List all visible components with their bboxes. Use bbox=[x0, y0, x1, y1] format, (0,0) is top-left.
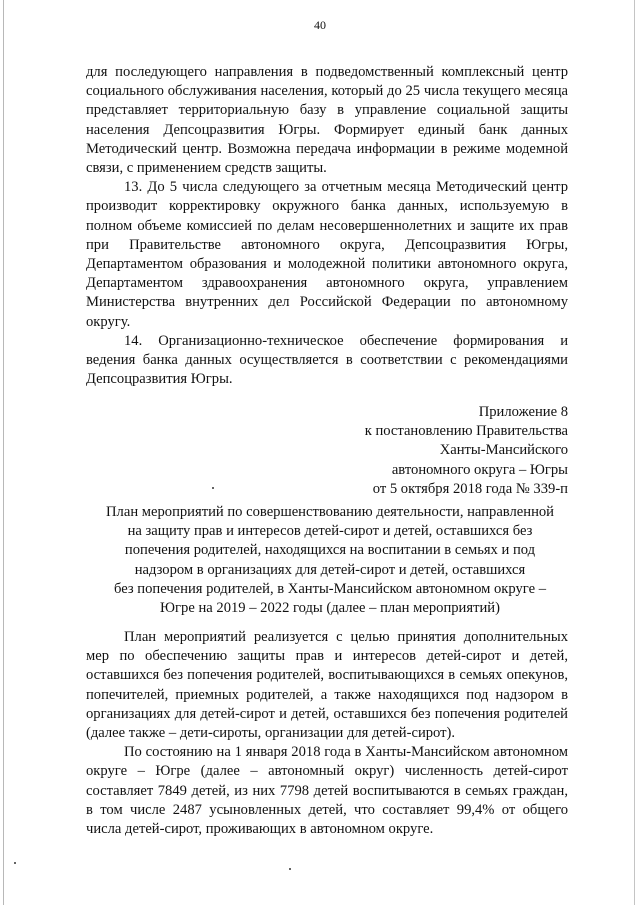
paragraph-item-13: 13. До 5 числа следующего за отчетным месяца Методический центр производит корректировку окружного банка данных, используемую в полном объеме комиссией по делам несовершеннолетних и защите их прав при Правительстве автономного округа, Депсоцразвития Югры, Департаментом образования и молодежной политики автономного округа, Департаментом здравоохранения автономного округа, управлением Министерства внутренних дел Российской Федерации по автономному округу. bbox=[86, 179, 568, 330]
annex-line: от 5 октября 2018 года № 339-п bbox=[372, 480, 568, 497]
plan-title-line: надзором в организациях для детей-сирот и детей, оставшихся bbox=[134, 561, 526, 578]
paragraph-item-14: 14. Организационно-техническое обеспечение формирования и ведения банка данных осуществляется в соответствии с рекомендациями Депсоцразвития Югры. bbox=[86, 332, 568, 388]
paragraph: для последующего направления в подведомственный комплексный центр социального обслуживания населения, который до 25 числа текущего месяца представляет территориальную базу в управление социальной защиты населения Депсоцразвития Югры. Формирует единый банк данных Методический центр. Возможна передача информации в режиме модемной связи, с применением средств защиты. bbox=[86, 64, 568, 177]
plan-title bbox=[60, 503, 600, 618]
annex-header bbox=[365, 403, 568, 499]
scan-edge-right bbox=[634, 0, 635, 905]
plan-title-line: План мероприятий по совершенствованию деятельности, направленной bbox=[106, 504, 554, 520]
bottom-text-block bbox=[86, 628, 568, 839]
plan-title-line: без попечения родителей, в Ханты-Мансийском автономном округе – bbox=[113, 580, 547, 597]
plan-title-line: попечения родителей, находящихся на воспитании в семьях и под bbox=[124, 542, 536, 559]
page-number: 40 bbox=[314, 18, 326, 32]
scan-speck bbox=[212, 487, 214, 489]
plan-title-line: на защиту прав и интересов детей-сирот и детей, оставшихся без bbox=[127, 523, 533, 540]
plan-title-line: Югре на 2019 – 2022 годы (далее – план мероприятий) bbox=[160, 600, 500, 617]
scan-speck bbox=[14, 862, 16, 864]
scan-speck bbox=[289, 868, 291, 870]
annex-line: к постановлению Правительства bbox=[364, 423, 568, 440]
top-text-block bbox=[86, 63, 568, 389]
annex-line: Приложение 8 bbox=[478, 404, 568, 420]
paragraph: По состоянию на 1 января 2018 года в Ханты-Мансийском автономном округе – Югре (далее – автономный округ) численность детей-сирот составляет 7849 детей, из них 7798 детей воспитываются в семьях граждан, в том числе 2487 усыновленных детей, что составляет 99,4% от общего числа детей-сирот, проживающих в автономном округе. bbox=[86, 744, 568, 838]
annex-line: Ханты-Мансийского bbox=[439, 442, 568, 459]
annex-line: автономного округа – Югры bbox=[391, 461, 568, 478]
scan-edge-left bbox=[3, 0, 4, 905]
paragraph: План мероприятий реализуется с целью принятия дополнительных мер по обеспечению защиты прав и интересов детей-сирот и детей, оставшихся без попечения родителей, воспитывающихся в семьях опекунов, попечителей, приемных родителей, а также находящихся под надзором в организациях для детей-сирот и детей, оставшихся без попечения родителей (далее также – дети-сироты, организации для детей-сирот). bbox=[86, 629, 568, 742]
